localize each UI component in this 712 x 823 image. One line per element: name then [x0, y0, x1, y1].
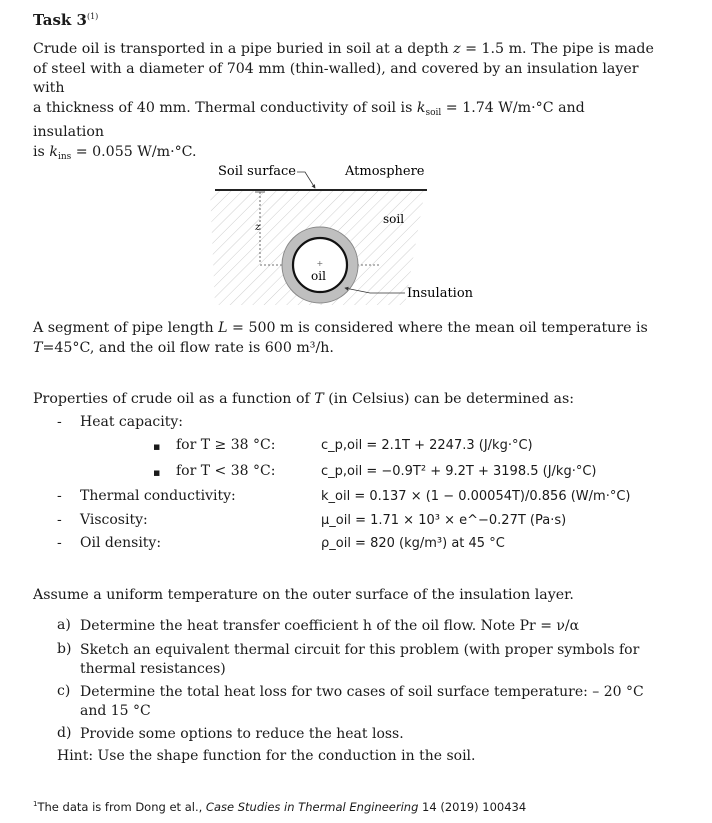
pipe-center-mark: + [316, 259, 324, 268]
footnote-mark: 1 [33, 800, 38, 809]
heat-capacity-label: Heat capacity: [80, 414, 183, 430]
bullet-lt: ▪ [153, 466, 161, 479]
question-d-label: d) [57, 725, 72, 741]
cond-lt-38: for T < 38 °C: [176, 463, 276, 479]
title-text: Task 3 [33, 11, 87, 29]
surface-leader [297, 172, 315, 188]
intro-line-3: a thickness of 40 mm. Thermal conductivity of soil is $k_{soil} = 1.74$ W/m·°C and insulation [33, 99, 585, 140]
insulation-label: Insulation [407, 286, 474, 301]
eq-rho-oil: ρ_oil = 820 (kg/m³) at 45 °C [321, 536, 505, 551]
journal-name: Case Studies in Thermal Engineering [205, 800, 419, 814]
intro-line-2: of steel with a diameter of 704 mm (thin-walled), and covered by an insulation layer with [33, 60, 639, 96]
dash-density: - [57, 535, 62, 551]
hint-text: Hint: Use the shape function for the conduction in the soil. [57, 748, 476, 764]
eq-cp-high: c_p,oil = 2.1T + 2247.3 (J/kg·°C) [321, 438, 533, 453]
intro-line-4: is $k_{ins} = 0.055$ W/m·°C. [33, 143, 197, 162]
soil-label: soil [383, 212, 405, 226]
eq-mu-oil: μ_oil = 1.71 × 10³ × e^−0.27T (Pa·s) [321, 513, 567, 528]
eq-cp-low: c_p,oil = −0.9T² + 9.2T + 3198.5 (J/kg·°C) [321, 464, 597, 479]
title-footnote-mark: (1) [86, 12, 99, 21]
footnote: $^1$The data is from Dong et al., Case Studies in Thermal Engineering 14 (2019) 100434 [33, 800, 527, 814]
question-c-label: c) [57, 683, 71, 699]
properties-intro: Properties of crude oil as a function of T (in Celsius) can be determined as: [33, 391, 575, 407]
intro-line-1: Crude oil is transported in a pipe buried in soil at a depth z = 1.5 m. The pipe is made [33, 41, 654, 57]
bullet-ge: ▪ [153, 440, 161, 453]
segment-line-1: A segment of pipe length L = 500 m is considered where the mean oil temperature is [33, 320, 648, 336]
dash-conductivity: - [57, 488, 62, 504]
question-d-text: Provide some options to reduce the heat loss. [80, 726, 404, 742]
atmosphere-label: Atmosphere [345, 164, 425, 179]
dash-heat-capacity: - [57, 414, 62, 430]
assumption-text: Assume a uniform temperature on the outer surface of the insulation layer. [33, 587, 574, 603]
conductivity-label: Thermal conductivity: [80, 488, 236, 504]
question-b-text: Sketch an equivalent thermal circuit for this problem (with proper symbols for thermal resistances) [80, 642, 640, 677]
dash-viscosity: - [57, 512, 62, 528]
intro-paragraph [33, 40, 659, 167]
eq-k-oil: k_oil = 0.137 × (1 − 0.00054T)/0.856 (W/m·°C) [321, 489, 631, 504]
question-b-label: b) [57, 641, 72, 657]
task-title [33, 11, 98, 29]
segment-paragraph [33, 319, 659, 358]
question-c-text: Determine the total heat loss for two cases of soil surface temperature: – 20 °C and 15 °C [80, 684, 644, 719]
oil-label: oil [311, 269, 326, 283]
viscosity-label: Viscosity: [80, 512, 148, 528]
segment-line-2: T=45°C, and the oil flow rate is 600 m³/h. [33, 339, 334, 356]
density-label: Oil density: [80, 535, 162, 551]
soil-surface-label: Soil surface [218, 164, 296, 179]
cond-ge-38: for T ≥ 38 °C: [176, 437, 276, 453]
question-a-label: a) [57, 617, 71, 633]
question-a-text: Determine the heat transfer coefficient h of the oil flow. Note Pr = ν/α [80, 618, 580, 634]
depth-z-label: z [255, 222, 261, 233]
buried-pipe-diagram [205, 160, 495, 310]
